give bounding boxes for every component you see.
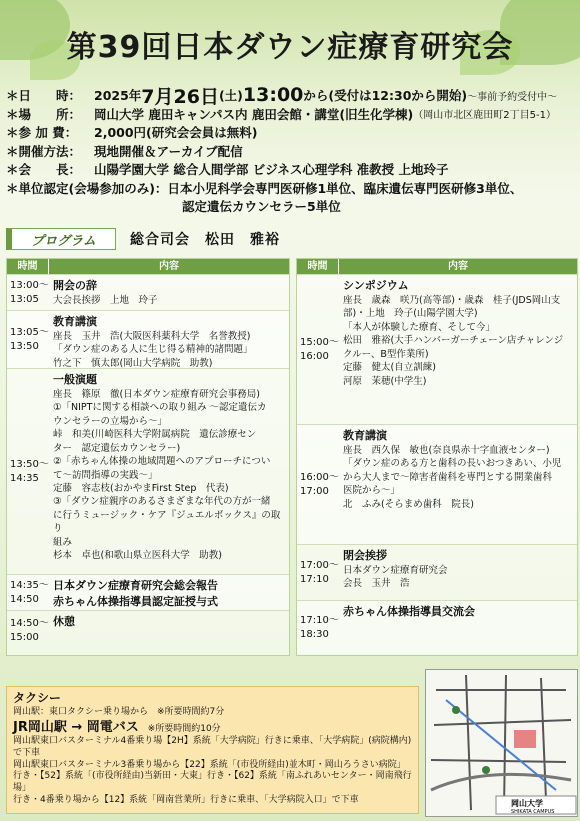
- method-value: 現地開催＆アーカイブ配信: [94, 143, 243, 159]
- row-content: [339, 601, 577, 654]
- row-line: に行うミュージック・ケア『ジュエルボックス』の取り: [53, 509, 281, 535]
- event-title: 第39回日本ダウン症療育研究会: [66, 30, 514, 65]
- bus-line: 岡山駅東口バスターミナル4番乗り場【2H】系統「大学病院」行きに乗車、「大学病院」(病院構内): [13, 735, 412, 746]
- header-content: 内容: [159, 261, 179, 272]
- row-line: 松田 雅裕(大手ハンバーガーチェーン店チャレンジ: [343, 335, 564, 347]
- taxi-heading: タクシー: [13, 691, 62, 705]
- date-reservation-note: ～事前予約受付中～: [467, 91, 558, 103]
- table-row: [297, 424, 577, 544]
- place-value: 岡山大学 鹿田キャンパス内 鹿田会館・講堂(旧生化学棟): [94, 106, 414, 122]
- bus-line: 行き・4番乗り場から【12】系統「岡南営業所」行きに乗車、「大学病院入口」で下車: [13, 795, 359, 806]
- program-tag: プログラム: [6, 228, 116, 250]
- row-line: 座長 歳森 咲乃(高等部)・歳森 桂子(JDS岡山支: [343, 294, 561, 306]
- row-time: 14:35～ 14:50: [7, 575, 49, 610]
- row-time: 13:05～ 13:50: [7, 311, 49, 368]
- row-line: 定藤 容志枝(おかやまFirst Step 代表): [53, 483, 229, 494]
- row-time: 15:00～ 16:00: [300, 337, 339, 362]
- date-year: 2025年: [94, 88, 142, 104]
- fee-value: 2,000円(研究会会員は無料): [94, 125, 258, 141]
- row-line: 座長 篠原 徹(日本ダウン症療育研究会事務局): [53, 388, 260, 400]
- row-line: ③「ダウン症親序のあるさまざまな年代の方が一緒: [53, 496, 271, 508]
- header-time: 時間: [297, 259, 339, 274]
- row-content: [339, 545, 577, 600]
- row-line: 北 ふみ(そらまめ歯科 院長): [343, 498, 474, 510]
- place-label: ＊場 所：: [6, 106, 82, 122]
- row-time: 17:10～ 18:30: [297, 601, 339, 654]
- bus-line: 岡山駅東口バスターミナル3番乗り場から【22】系統「(市役所経由)並木町・岡山ろうさい病院」: [13, 759, 406, 770]
- row-line: ター 認定遺伝カウンセラー): [53, 442, 181, 454]
- president-value: 山陽学園大学 総合人間学部 ビジネス心理学科 准教授 上地玲子: [94, 162, 449, 178]
- campus-marker: [514, 730, 536, 748]
- table-row: [7, 368, 289, 574]
- map-label: 岡山大学: [511, 799, 543, 808]
- date-reception: から(受付は12:30から開始): [303, 88, 468, 104]
- row-content: [339, 275, 577, 424]
- row-content: [49, 369, 289, 574]
- row-content: [49, 575, 289, 610]
- row-line: ①「NIPTに関する相談への取り組み ～認定遺伝カ: [53, 402, 267, 414]
- row-line: 「ダウン症のある方と歯科の長いおつきあい、小児: [343, 458, 562, 470]
- table-row: [7, 610, 289, 650]
- table-row: [7, 274, 289, 310]
- table-row: [297, 600, 577, 654]
- table-row: [297, 274, 577, 424]
- taxi-info: 岡山駅：東口タクシー乗り場から ※所要時間約7分: [13, 706, 225, 717]
- row-title: シンポジウム: [343, 279, 409, 292]
- row-line: クルー、B型作業所): [343, 348, 429, 360]
- program-header: [6, 228, 280, 250]
- row-line: て～訪問指導の実践～」: [53, 469, 158, 481]
- campus-map: [425, 669, 578, 817]
- row-time: 16:00～ 17:00: [297, 425, 339, 544]
- bus-line: で下車: [13, 747, 41, 758]
- row-line: 座長 玉井 浩(大阪医科薬科大学 名誉教授): [53, 330, 251, 342]
- row-line: 日本ダウン症療育研究会: [343, 564, 448, 576]
- row-content: [49, 275, 289, 310]
- row-line: 医院から～」: [343, 485, 401, 497]
- program-table-right: [296, 258, 578, 656]
- credit-row-2: [6, 197, 578, 216]
- credit-label: ＊単位認定(会場参加のみ)：: [6, 180, 168, 196]
- map-sublabel: SHIKATA CAMPUS: [511, 809, 555, 815]
- row-title-2: 赤ちゃん体操指導員認定証授与式: [53, 594, 218, 608]
- row-title: 閉会挨拶: [343, 549, 387, 562]
- program-table-left: [6, 258, 290, 656]
- row-content: [49, 611, 289, 650]
- row-line: 「ダウン症のある人に生じ得る精神的諸問題」: [53, 344, 253, 356]
- row-line: 定藤 健太(自立訓練): [343, 362, 436, 374]
- bus-note: ※所要時間約10分: [147, 723, 221, 734]
- place-address: （岡山市北区鹿田町2丁目5-1）: [413, 110, 556, 122]
- table-header: [7, 259, 289, 274]
- row-content: [49, 311, 289, 368]
- table-row: [297, 544, 577, 600]
- row-line: 河原 茉穂(中学生): [343, 375, 427, 387]
- date-weekday: (土): [218, 88, 243, 104]
- row-time: 17:00～ 17:10: [300, 560, 339, 585]
- event-info: [6, 86, 578, 216]
- row-title: 赤ちゃん体操指導員交流会: [343, 605, 475, 618]
- fee-label: ＊参 加 費：: [6, 125, 78, 141]
- date-day: 7月26日: [141, 85, 219, 108]
- date-row: [6, 84, 578, 108]
- row-time: 14:50～ 15:00: [10, 618, 49, 643]
- row-line: 竹之下 慎太郎(岡山大学病院 助教): [53, 357, 213, 369]
- row-line: 大会長挨拶 上地 玲子: [53, 294, 158, 306]
- row-line: ②「赤ちゃん体操の地域問題へのアプローチについ: [53, 456, 271, 468]
- date-label: ＊日 時：: [6, 88, 82, 104]
- date-time: 13:00: [242, 84, 304, 107]
- credit-value-2: 認定遺伝カウンセラー5単位: [182, 199, 341, 215]
- row-title: 一般演題: [53, 373, 97, 386]
- map-drawing: [426, 670, 577, 816]
- row-line: から大人まで～障害者歯科を専門とする開業歯科: [343, 471, 553, 483]
- row-line: 峠 和美(川崎医科大学附属病院 遺伝診療セン: [53, 429, 257, 441]
- row-content: [339, 425, 577, 544]
- row-time: 13:50～ 14:35: [10, 459, 49, 484]
- president-row: [6, 160, 578, 179]
- row-time: 13:00～ 13:05: [10, 280, 49, 305]
- row-title: 日本ダウン症療育研究会総会報告: [53, 579, 218, 592]
- row-line: 組み: [53, 536, 73, 548]
- table-header: [297, 259, 577, 274]
- row-line: 「本人が体験した療育、そして今」: [343, 321, 496, 333]
- access-info: [6, 686, 419, 814]
- row-line: 会長 玉井 浩: [343, 578, 410, 590]
- president-label: ＊会 長：: [6, 162, 82, 178]
- header-time: 時間: [7, 259, 49, 274]
- credit-value: 日本小児科学会専門医研修1単位、臨床遺伝専門医研修3単位、: [167, 180, 523, 196]
- bus-line: 行き・【52】系統「(市役所経由)当新田・大東」行き・【62】系統「南ふれあいセンター・岡南飛行場」: [13, 771, 412, 794]
- row-line: 杉本 卓也(和歌山県立医科大学 助教): [53, 550, 222, 562]
- method-row: [6, 142, 578, 161]
- row-line: 座長 西久保 敏也(奈良県赤十字血液センター): [343, 444, 550, 456]
- place-row: [6, 105, 578, 124]
- row-line: 部)・上地 玲子(山陽学園大学): [343, 308, 478, 320]
- fee-row: [6, 123, 578, 142]
- header-content: 内容: [448, 261, 468, 272]
- row-title: 教育講演: [343, 429, 387, 442]
- method-label: ＊開催方法：: [6, 143, 82, 159]
- bus-heading: JR岡山駅 → 岡電バス: [13, 719, 139, 735]
- row-line: ウンセラーの立場から～」: [53, 415, 168, 427]
- table-row: [7, 310, 289, 368]
- credit-row: [6, 179, 578, 198]
- row-title: 休憩: [53, 615, 75, 628]
- row-title: 教育講演: [53, 315, 97, 328]
- program-chair: 総合司会 松田 雅裕: [130, 232, 280, 248]
- table-row: [7, 574, 289, 610]
- row-title: 開会の辞: [53, 279, 97, 292]
